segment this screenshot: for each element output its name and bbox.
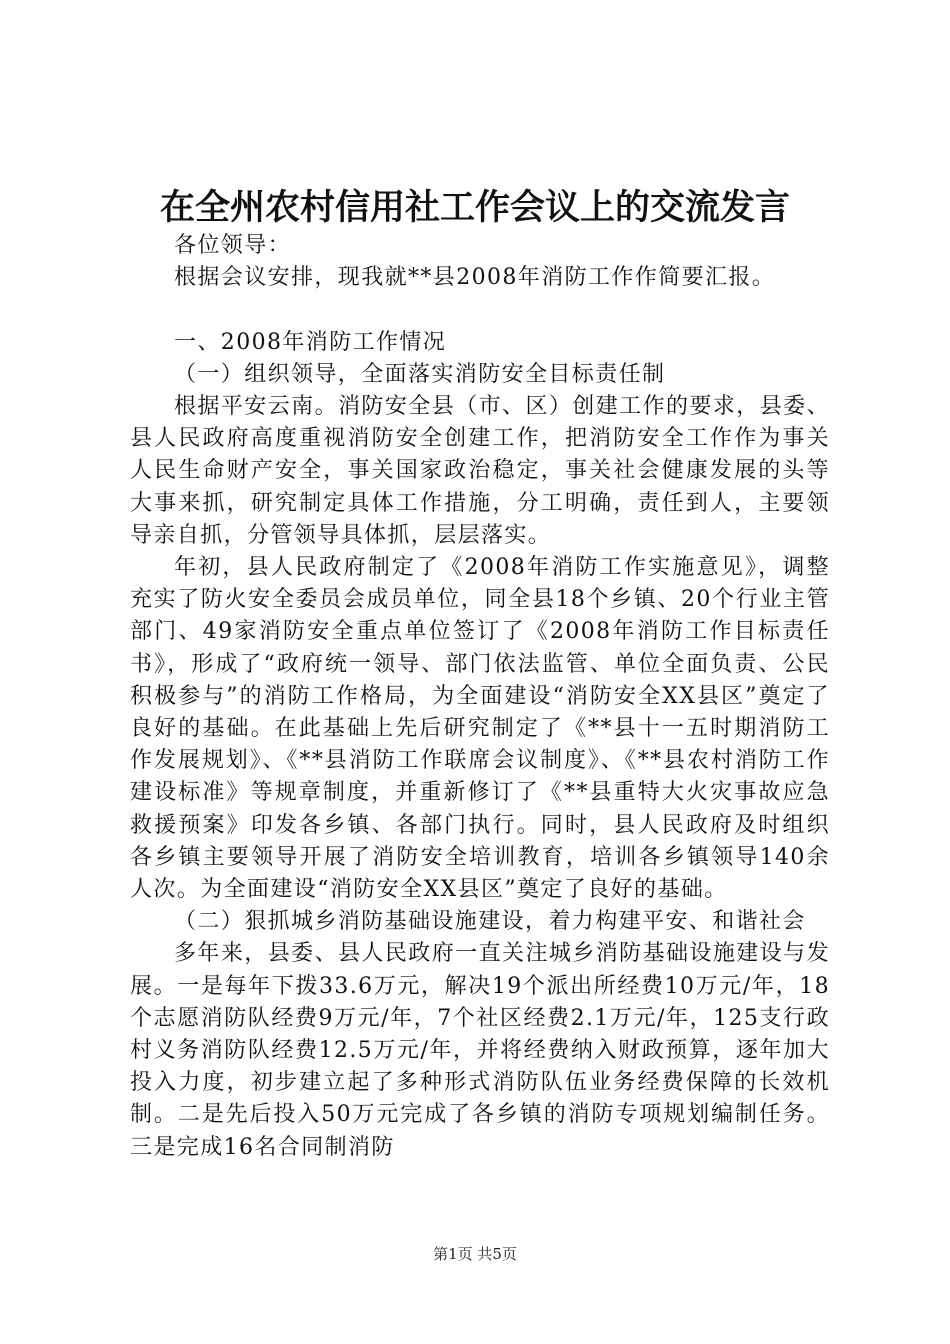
document-title: 在全州农村信用社工作会议上的交流发言	[159, 187, 790, 228]
subsection-heading-2: （二）狠抓城乡消防基础设施建设，着力构建平安、和谐社会	[174, 909, 806, 935]
body-paragraph-3: 多年来，县委、县人民政府一直关注城乡消防基础设施建设与发展。一是每年下拨33.6万元，解决19个派出所经费10万元/年，18个志愿消防队经费9万元/年，7个社区经费2.1万元/年，125支行政村义务消防队经费12.5万元/年，并将经费纳入财政预算，逐年加大投入力度，初步建立起了多种形式消防队伍业务经费保障的长效机制。二是先后投入50万元完成了各乡镇的消防专项规划编制任务。三是完成16名合同制消防	[130, 941, 830, 1160]
document-body	[130, 230, 830, 1164]
body-paragraph-2: 年初，县人民政府制定了《2008年消防工作实施意见》，调整充实了防火安全委员会成员单位，同全县18个乡镇、20个行业主管部门、49家消防安全重点单位签订了《2008年消防工作目标责任书》，形成了“政府统一领导、部门依法监管、单位全面负责、公民积极参与”的消防工作格局，为全面建设“消防安全XX县区”奠定了良好的基础。在此基础上先后研究制定了《**县十一五时期消防工作发展规划》、《**县消防工作联席会议制度》、《**县农村消防工作建设标准》等规章制度，并重新修订了《**县重特大火灾事故应急救援预案》印发各乡镇、各部门执行。同时，县人民政府及时组织各乡镇主要领导开展了消防安全培训教育，培训各乡镇领导140余人次。为全面建设“消防安全XX县区”奠定了良好的基础。	[130, 555, 830, 903]
salutation-paragraph: 各位领导：	[174, 233, 292, 258]
subsection-heading-1: （一）组织领导，全面落实消防安全目标责任制	[174, 361, 666, 387]
body-paragraph-1: 根据平安云南。消防安全县（市、区）创建工作的要求，县委、县人民政府高度重视消防安全创建工作，把消防安全工作作为事关人民生命财产安全，事关国家政治稳定，事关社会健康发展的头等大事来抓，研究制定具体工作措施，分工明确，责任到人，主要领导亲自抓，分管领导具体抓，层层落实。	[130, 394, 830, 548]
page-number-footer: 第1页 共5页	[433, 1245, 517, 1263]
section-heading: 一、2008年消防工作情况	[174, 329, 447, 355]
intro-paragraph: 根据会议安排，现我就**县2008年消防工作作简要汇报。	[174, 265, 776, 291]
